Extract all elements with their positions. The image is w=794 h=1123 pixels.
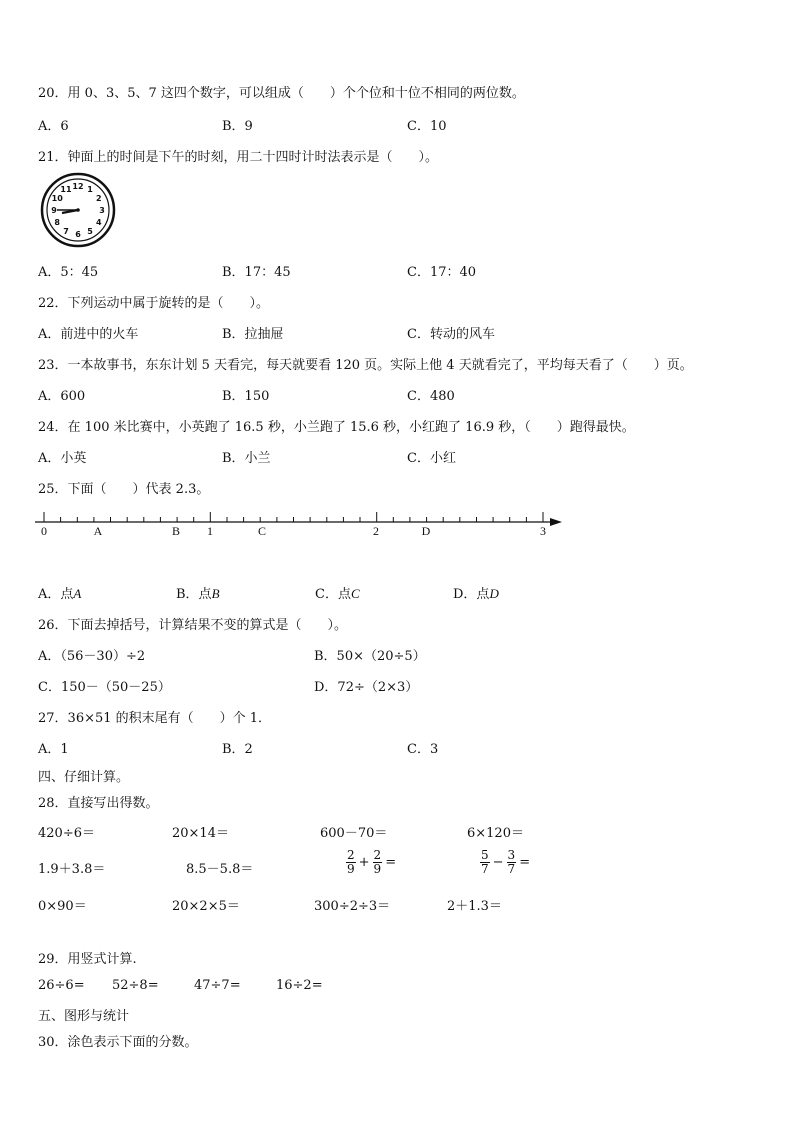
clock-image — [38, 172, 118, 248]
nl-label-3: 3 — [540, 524, 546, 538]
question-20: 20．用 0、3、5、7 这四个数字，可以组成（ ）个个位和十位不相同的两位数。 — [38, 86, 525, 101]
q21-option-a[interactable]: A．5：45 — [38, 265, 99, 280]
vertical-calc-item: 47÷7= — [194, 978, 241, 993]
clock-numeral: 9 — [51, 206, 57, 215]
q26-option-d[interactable]: D．72÷（2×3） — [314, 680, 419, 695]
q27-option-c[interactable]: C．3 — [407, 742, 439, 757]
clock-numeral: 1 — [87, 185, 93, 195]
q22-option-a[interactable]: A．前进中的火车 — [38, 327, 139, 342]
question-29: 29．用竖式计算. — [38, 952, 137, 967]
clock-numeral: 7 — [63, 226, 69, 236]
fraction: $\frac{2}{9}$ — [347, 848, 355, 876]
nl-label-2: 2 — [373, 524, 379, 538]
calc-item: 0×90＝ — [38, 899, 87, 914]
nl-label-0: 0 — [41, 524, 47, 538]
question-22: 22．下列运动中属于旋转的是（ ）。 — [38, 296, 270, 311]
nl-label-c: C — [257, 524, 267, 538]
q26-option-b[interactable]: B．50×（20÷5） — [314, 649, 426, 664]
question-26: 26．下面去掉括号，计算结果不变的算式是（ ）。 — [38, 618, 348, 633]
fraction-expression-1: $\frac{2}{9}$ + $\frac{2}{9}$ = — [347, 848, 397, 876]
fraction: $\frac{5}{7}$ — [481, 848, 489, 876]
q24-option-a[interactable]: A．小英 — [38, 451, 87, 466]
nl-label-b: B — [171, 524, 181, 538]
nl-label-a: A — [93, 524, 103, 538]
question-27: 27．36×51 的积末尾有（ ）个 1． — [38, 711, 272, 726]
clock-numeral: 6 — [75, 230, 81, 239]
q25-option-b[interactable]: B．点B — [176, 586, 220, 602]
q20-option-b[interactable]: B．9 — [222, 119, 253, 134]
calc-item: 300÷2÷3＝ — [314, 899, 391, 914]
clock-numeral: 5 — [87, 226, 93, 236]
clock-numeral: 10 — [51, 194, 63, 203]
vertical-calc-item: 26÷6= — [38, 978, 85, 993]
nl-label-1: 1 — [207, 524, 213, 538]
calc-item: 2＋1.3＝ — [447, 899, 502, 914]
calc-item: 420÷6＝ — [38, 826, 95, 841]
q23-option-a[interactable]: A．600 — [38, 389, 86, 404]
vertical-calc-item: 16÷2= — [276, 978, 323, 993]
fraction: $\frac{2}{9}$ — [373, 848, 382, 876]
q24-option-b[interactable]: B．小兰 — [222, 451, 271, 466]
clock-numeral: 12 — [72, 182, 84, 191]
calc-item: 6×120＝ — [467, 826, 524, 841]
question-23: 23．一本故事书，东东计划 5 天看完，每天就要看 120 页。实际上他 4 天就看完了，平均每天看了（ ）页。 — [38, 358, 693, 373]
clock-numeral: 8 — [54, 218, 60, 227]
question-24: 24．在 100 米比赛中，小英跑了 16.5 秒，小兰跑了 15.6 秒，小红跑了 16.9 秒，（ ）跑得最快。 — [38, 420, 635, 435]
q22-option-c[interactable]: C．转动的风车 — [407, 327, 495, 342]
calc-item: 1.9＋3.8＝ — [38, 862, 106, 877]
section-5-heading: 五、图形与统计 — [38, 1009, 130, 1024]
q20-option-a[interactable]: A．6 — [38, 119, 69, 134]
calc-item: 20×14＝ — [172, 826, 229, 841]
q23-option-b[interactable]: B．150 — [222, 389, 270, 404]
clock-numeral: 3 — [99, 206, 105, 215]
clock-numeral: 11 — [60, 185, 72, 195]
section-4-heading: 四、仔细计算。 — [38, 770, 130, 785]
calc-item: 8.5－5.8＝ — [186, 862, 254, 877]
q26-option-a[interactable]: A．（56－30）÷2 — [38, 649, 146, 664]
q27-option-a[interactable]: A．1 — [38, 742, 69, 757]
calc-item: 20×2×5＝ — [172, 899, 240, 914]
fraction-expression-2: $\frac{5}{7}$ − $\frac{3}{7}$ = — [481, 848, 531, 876]
q27-option-b[interactable]: B．2 — [222, 742, 253, 757]
clock-numeral: 2 — [96, 194, 102, 203]
question-28: 28．直接写出得数。 — [38, 796, 159, 811]
q21-option-c[interactable]: C．17：40 — [407, 265, 477, 280]
question-30: 30．涂色表示下面的分数。 — [38, 1035, 198, 1050]
calc-item: 600－70＝ — [320, 826, 388, 841]
q20-option-c[interactable]: C．10 — [407, 119, 447, 134]
q22-option-b[interactable]: B．拉抽屉 — [222, 327, 284, 342]
q25-option-d[interactable]: D．点D — [453, 586, 499, 602]
q25-option-c[interactable]: C．点C — [315, 586, 360, 602]
clock-numeral: 4 — [96, 218, 102, 227]
q24-option-c[interactable]: C．小红 — [407, 451, 456, 466]
q26-option-c[interactable]: C．150－（50－25） — [38, 680, 171, 695]
question-21: 21．钟面上的时间是下午的时刻，用二十四时计时法表示是（ ）。 — [38, 150, 439, 165]
question-25: 25．下面（ ）代表 2.3。 — [38, 482, 210, 497]
q23-option-c[interactable]: C．480 — [407, 389, 455, 404]
fraction: $\frac{3}{7}$ — [507, 848, 516, 876]
number-line — [30, 502, 570, 542]
vertical-calc-item: 52÷8= — [112, 978, 159, 993]
q25-option-a[interactable]: A．点A — [38, 586, 82, 602]
nl-label-d: D — [421, 524, 431, 538]
q21-option-b[interactable]: B．17：45 — [222, 265, 291, 280]
